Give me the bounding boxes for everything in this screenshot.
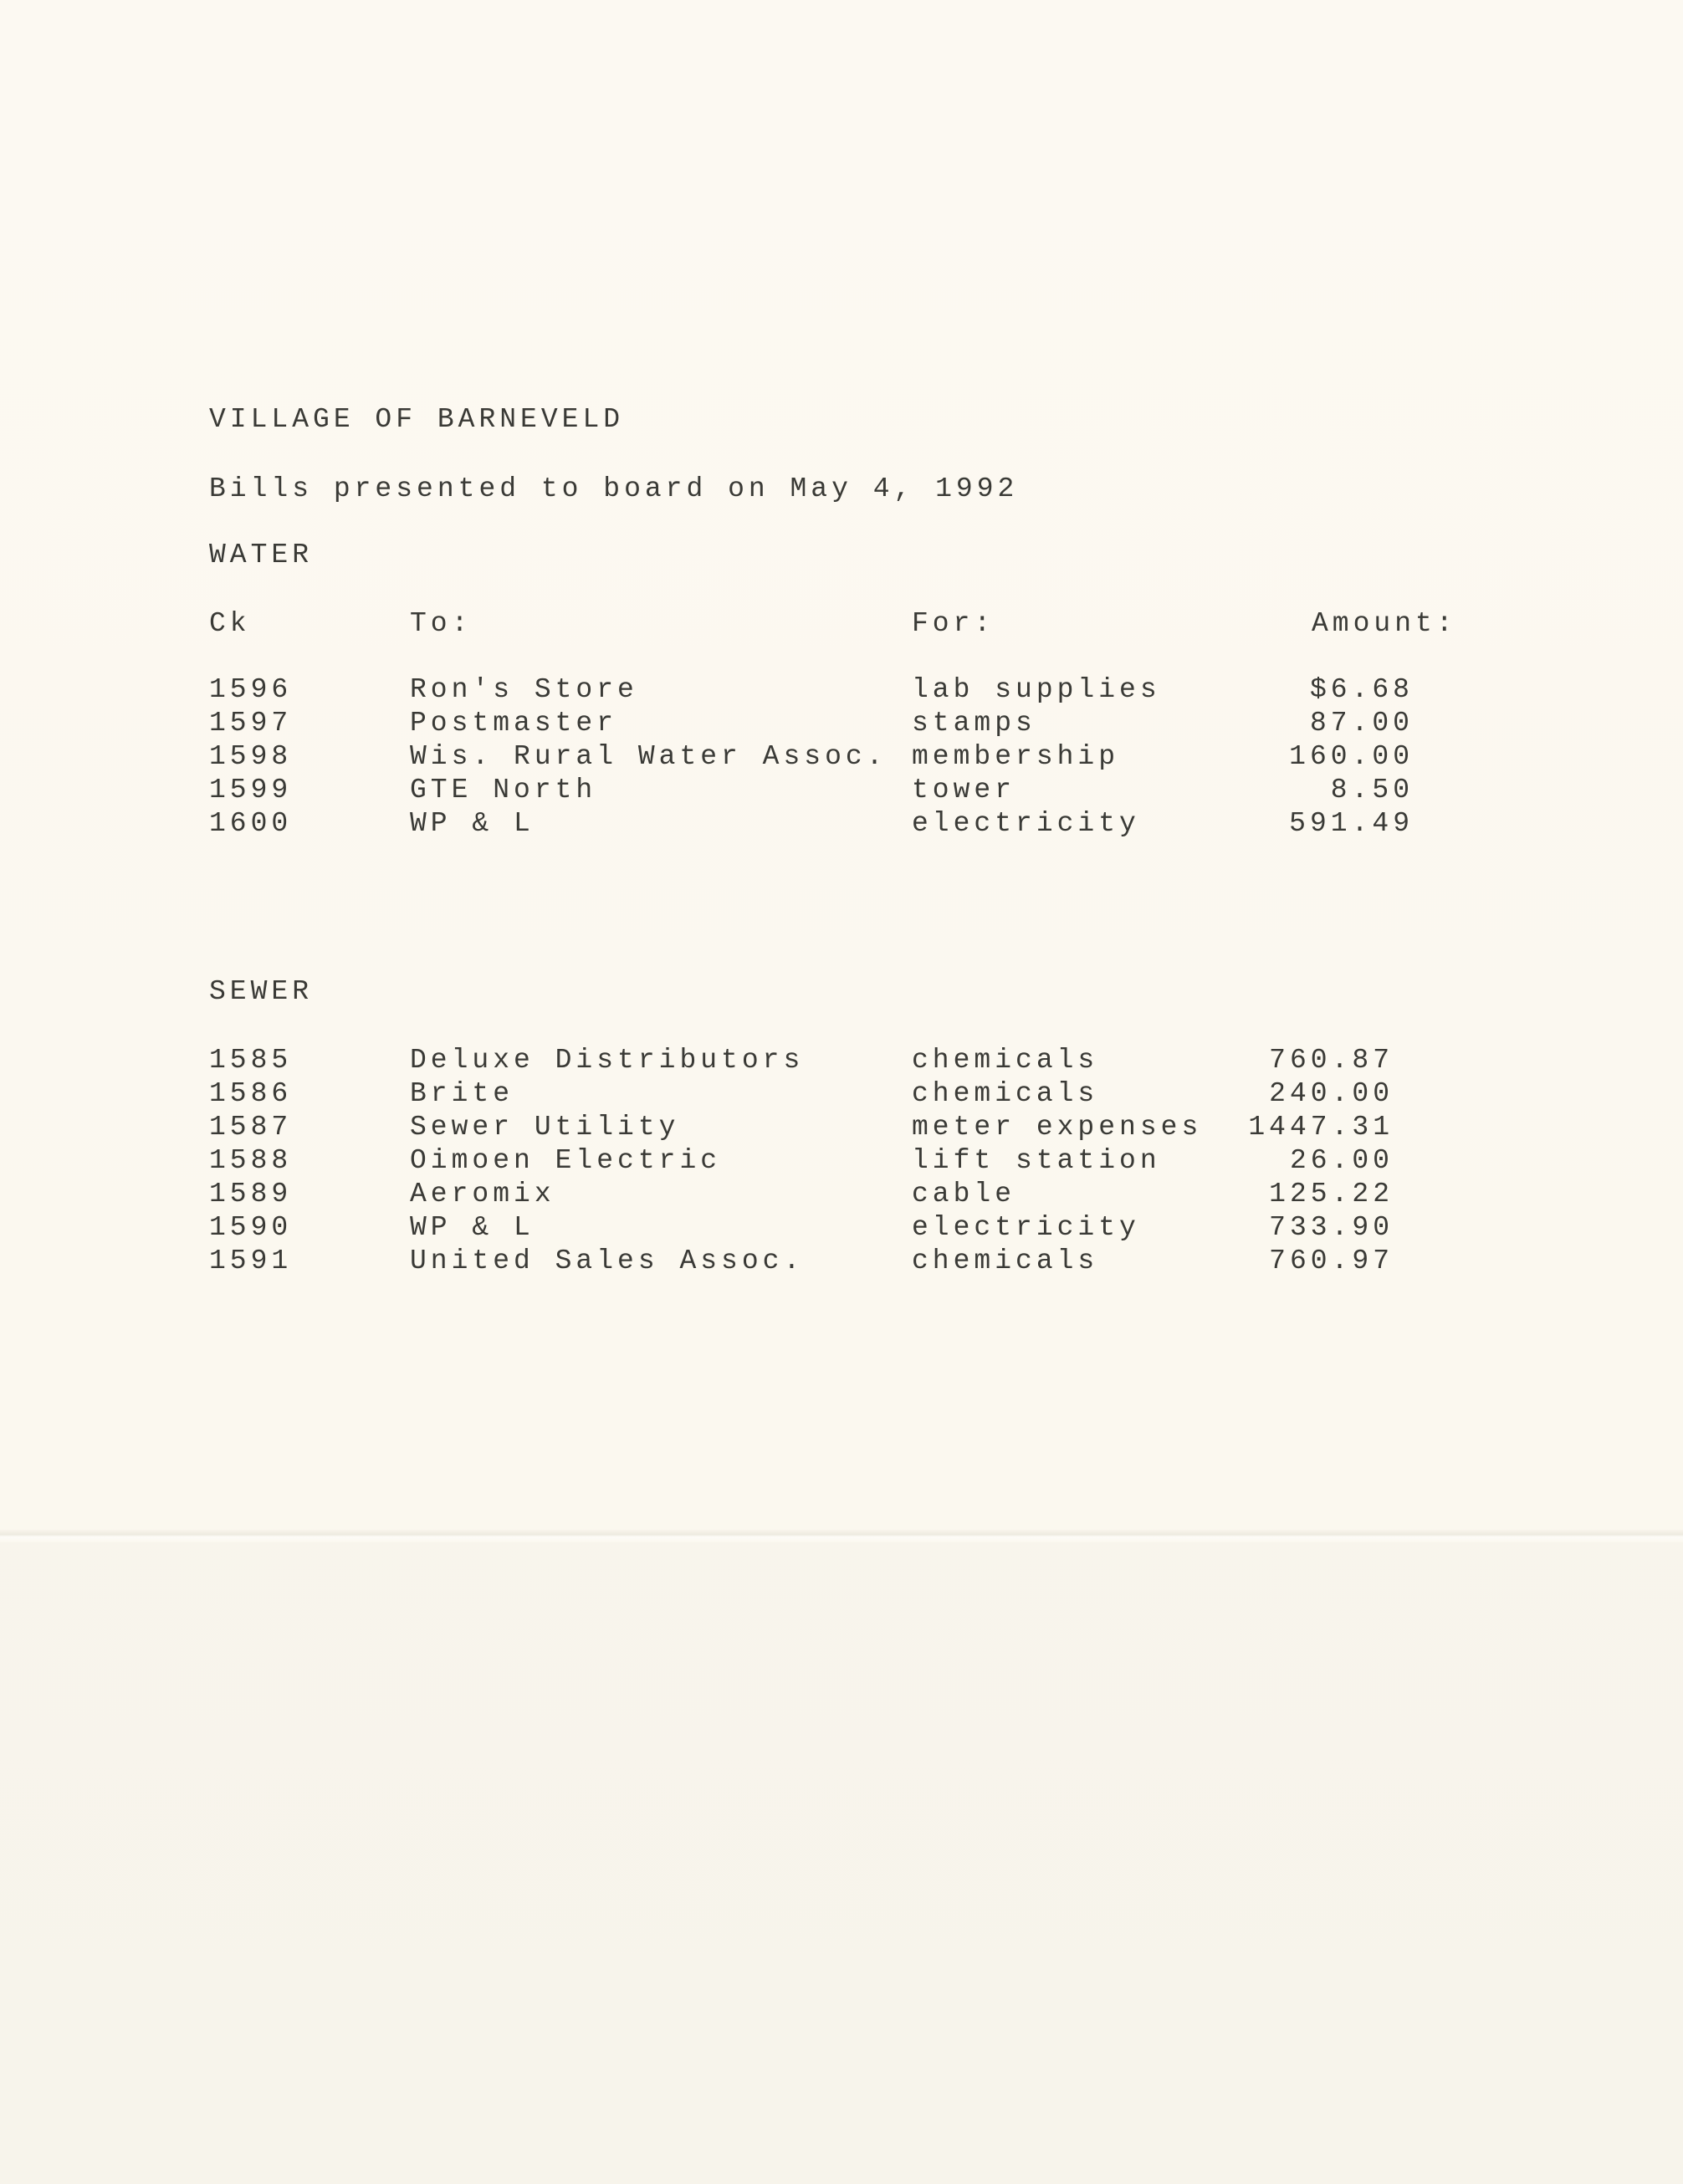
cell-to: Postmaster (410, 708, 618, 739)
cell-for: cable (912, 1179, 1016, 1210)
cell-to: Deluxe Distributors (410, 1045, 805, 1076)
column-header-amount: Amount: (1312, 608, 1457, 639)
cell-to: Oimoen Electric (410, 1145, 722, 1176)
cell-for: lab supplies (912, 674, 1161, 705)
lower-page-area (0, 1542, 1683, 2184)
cell-for: chemicals (912, 1078, 1099, 1109)
document-subtitle: Bills presented to board on May 4, 1992 (209, 473, 1019, 504)
cell-amount: 760.87 (1269, 1045, 1394, 1076)
cell-to: Ron's Store (410, 674, 638, 705)
cell-for: tower (912, 775, 1016, 806)
cell-for: electricity (912, 1212, 1140, 1243)
cell-to: GTE North (410, 775, 597, 806)
cell-ck: 1600 (209, 808, 293, 839)
document-title: VILLAGE OF BARNEVELD (209, 404, 625, 435)
cell-ck: 1585 (209, 1045, 293, 1076)
cell-to: Wis. Rural Water Assoc. (410, 741, 888, 772)
cell-to: United Sales Assoc. (410, 1245, 805, 1276)
cell-amount: 240.00 (1269, 1078, 1394, 1109)
water-section-heading: WATER (209, 540, 314, 570)
cell-amount: 1447.31 (1248, 1112, 1394, 1143)
cell-for: stamps (912, 708, 1036, 739)
cell-amount: $6.68 (1309, 674, 1414, 705)
cell-to: Brite (410, 1078, 514, 1109)
cell-for: lift station (912, 1145, 1161, 1176)
cell-to: WP & L (410, 1212, 535, 1243)
cell-to: WP & L (410, 808, 535, 839)
cell-for: chemicals (912, 1045, 1099, 1076)
cell-ck: 1586 (209, 1078, 293, 1109)
cell-ck: 1598 (209, 741, 293, 772)
cell-for: meter expenses (912, 1112, 1203, 1143)
cell-amount: 760.97 (1269, 1245, 1394, 1276)
paper-fold (0, 1529, 1683, 1542)
cell-ck: 1588 (209, 1145, 293, 1176)
cell-ck: 1599 (209, 775, 293, 806)
cell-amount: 733.90 (1269, 1212, 1394, 1243)
cell-ck: 1591 (209, 1245, 293, 1276)
cell-for: chemicals (912, 1245, 1099, 1276)
cell-ck: 1596 (209, 674, 293, 705)
column-header-to: To: (410, 608, 473, 639)
cell-ck: 1589 (209, 1179, 293, 1210)
cell-ck: 1597 (209, 708, 293, 739)
cell-to: Aeromix (410, 1179, 555, 1210)
cell-ck: 1590 (209, 1212, 293, 1243)
cell-to: Sewer Utility (410, 1112, 680, 1143)
cell-for: membership (912, 741, 1120, 772)
column-header-ck: Ck (209, 608, 251, 639)
cell-for: electricity (912, 808, 1140, 839)
cell-amount: 26.00 (1289, 1145, 1394, 1176)
cell-ck: 1587 (209, 1112, 293, 1143)
cell-amount: 8.50 (1330, 775, 1414, 806)
cell-amount: 591.49 (1289, 808, 1414, 839)
cell-amount: 87.00 (1309, 708, 1414, 739)
column-header-for: For: (912, 608, 995, 639)
sewer-section-heading: SEWER (209, 976, 314, 1007)
cell-amount: 125.22 (1269, 1179, 1394, 1210)
cell-amount: 160.00 (1289, 741, 1414, 772)
